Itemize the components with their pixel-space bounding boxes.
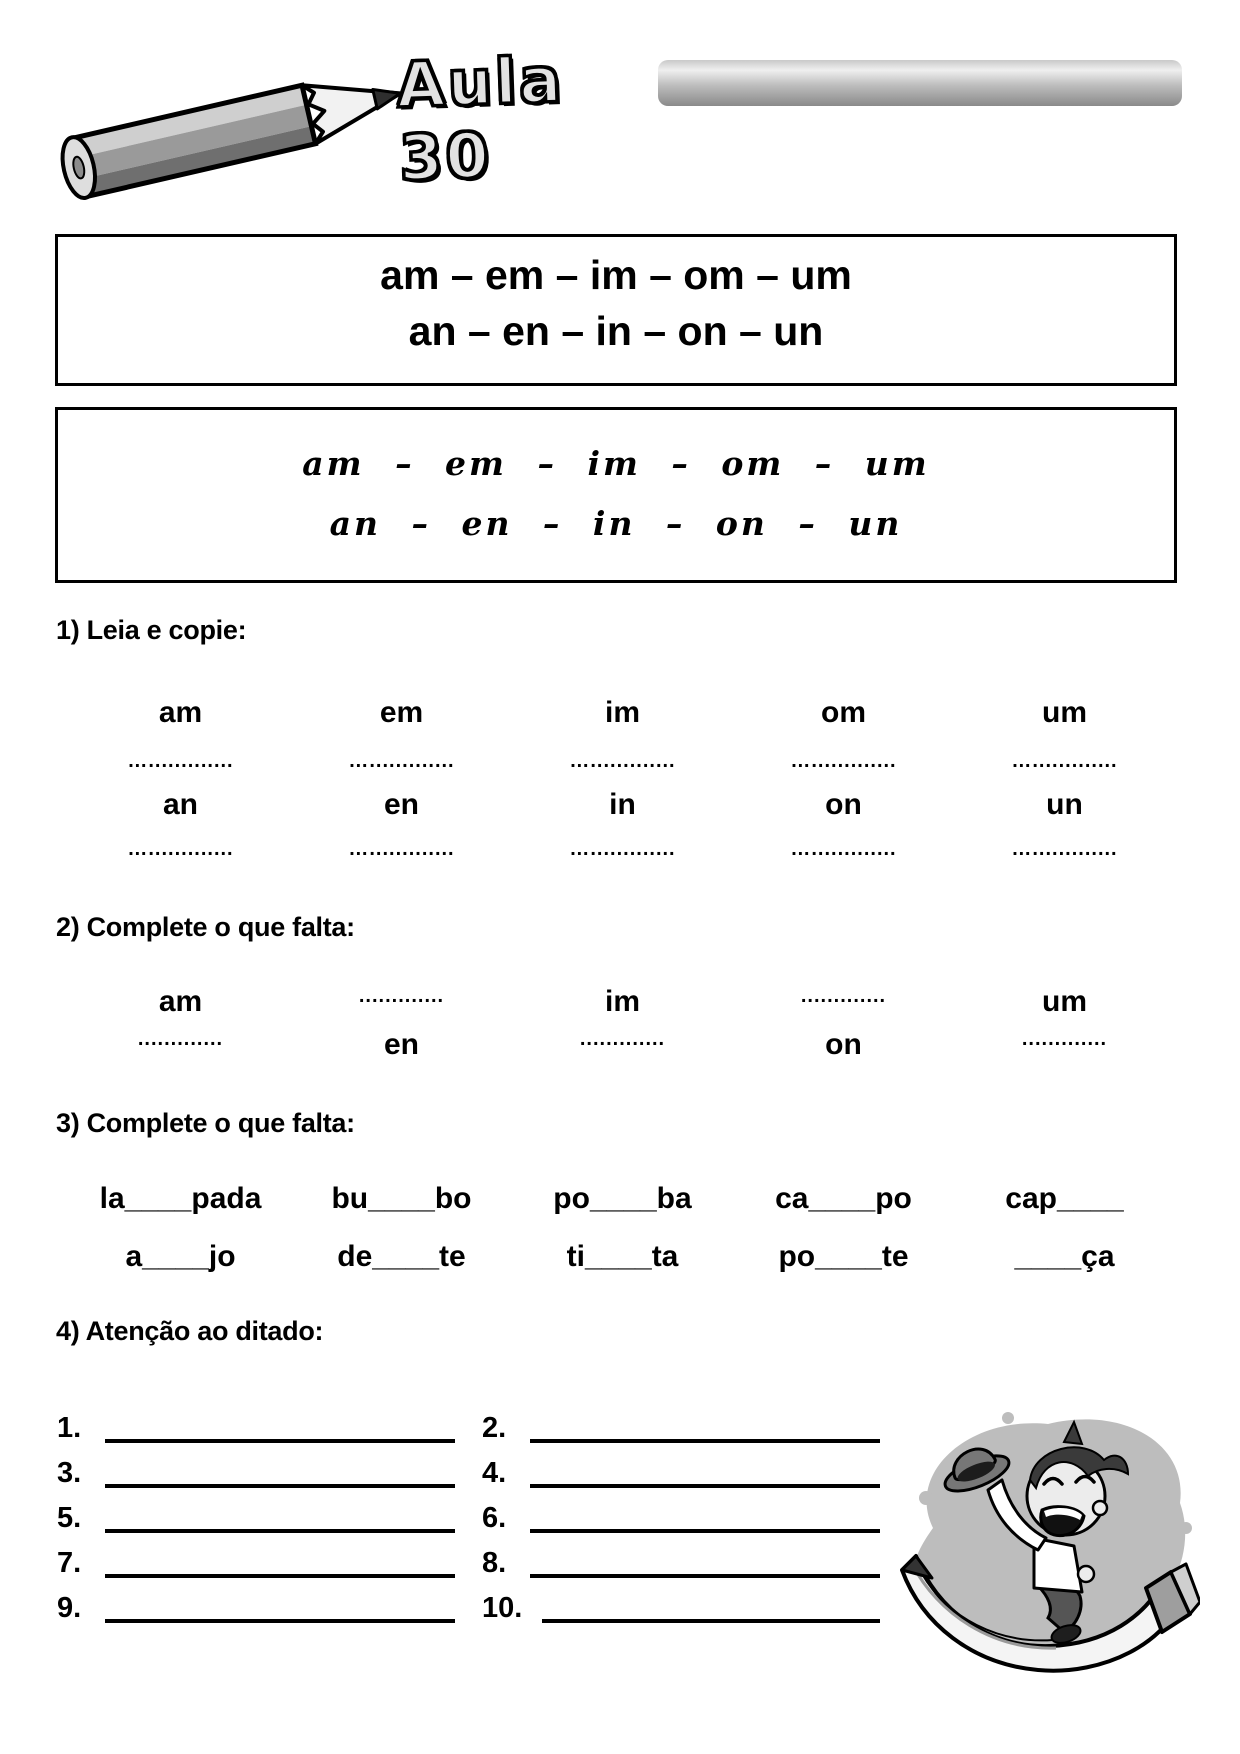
copy-blank: …............. xyxy=(569,750,676,772)
syllable: im xyxy=(604,985,640,1018)
syllable: in xyxy=(609,788,636,821)
dictation-write-line xyxy=(105,1450,455,1488)
section1-syllable-row-2 xyxy=(70,788,1175,822)
section1-syllable-row-1 xyxy=(70,696,1175,730)
dictation-row xyxy=(57,1488,455,1533)
copy-blank: …............. xyxy=(1011,838,1118,860)
dictation-number: 10. xyxy=(482,1592,523,1624)
copy-blank: …............. xyxy=(790,750,897,772)
copy-blank: …............. xyxy=(127,838,234,860)
dictation-row xyxy=(482,1443,880,1488)
syllable: om xyxy=(821,696,866,729)
word-with-blank: cap____ xyxy=(1005,1182,1124,1215)
cursive-line-2: an – en – in – on – un xyxy=(329,504,903,543)
section1-copy-row-1 xyxy=(70,750,1175,773)
word-with-blank: bu____bo xyxy=(331,1182,472,1215)
section1-copy-row-2 xyxy=(70,838,1175,861)
dictation-write-line xyxy=(105,1495,455,1533)
dictation-number: 4. xyxy=(482,1457,507,1489)
syllable: im xyxy=(604,696,640,729)
syllable: on xyxy=(825,1028,862,1061)
dictation-number: 1. xyxy=(57,1412,82,1444)
dictation-write-line xyxy=(542,1585,880,1623)
title-box xyxy=(55,234,1177,386)
section1-heading: 1) Leia e copie: xyxy=(56,615,247,645)
word-with-blank: de____te xyxy=(337,1240,466,1273)
syllable: um xyxy=(1042,985,1087,1018)
dictation-write-line xyxy=(105,1405,455,1443)
syllable: en xyxy=(383,1028,419,1061)
section2-heading: 2) Complete o que falta: xyxy=(56,912,355,942)
dictation-row xyxy=(482,1578,880,1623)
syllable: um xyxy=(1042,696,1087,729)
dictation-row xyxy=(57,1398,455,1443)
lesson-title: Aula 30 xyxy=(395,42,566,195)
dictation-number: 7. xyxy=(57,1547,82,1579)
fill-blank: ............. xyxy=(579,1028,666,1050)
syllable: am xyxy=(158,696,203,729)
section3-row-1 xyxy=(70,1182,1175,1216)
word-with-blank: la____pada xyxy=(99,1182,262,1215)
copy-blank: …............. xyxy=(569,838,676,860)
syllable: am xyxy=(158,985,203,1018)
section4-heading: 4) Atenção ao ditado: xyxy=(56,1316,324,1346)
word-with-blank: ti____ta xyxy=(566,1240,679,1273)
section2-row-2 xyxy=(70,1028,1175,1062)
dictation-write-line xyxy=(105,1585,455,1623)
dictation-number: 9. xyxy=(57,1592,82,1624)
word-with-blank: po____te xyxy=(778,1240,909,1273)
dictation-write-line xyxy=(530,1540,880,1578)
copy-blank: …............. xyxy=(127,750,234,772)
copy-blank: …............. xyxy=(1011,750,1118,772)
fill-blank: ............. xyxy=(137,1028,224,1050)
fill-blank: ............. xyxy=(800,985,887,1007)
dictation-write-line xyxy=(530,1495,880,1533)
fill-blank: ............. xyxy=(1021,1028,1108,1050)
section3-heading: 3) Complete o que falta: xyxy=(56,1108,355,1138)
copy-blank: …............. xyxy=(790,838,897,860)
dictation-column-left xyxy=(57,1398,455,1623)
syllable: on xyxy=(825,788,862,821)
dictation-row xyxy=(482,1488,880,1533)
word-with-blank: a____jo xyxy=(125,1240,236,1273)
copy-blank: …............. xyxy=(348,838,455,860)
dictation-number: 3. xyxy=(57,1457,82,1489)
cursive-box xyxy=(55,407,1177,583)
syllable: en xyxy=(383,788,419,821)
copy-blank: …............. xyxy=(348,750,455,772)
syllable: em xyxy=(379,696,424,729)
dictation-row xyxy=(57,1578,455,1623)
cursive-line-1: am – em – im – om – um xyxy=(302,444,930,483)
boy-riding-pencil-illustration xyxy=(888,1378,1200,1700)
dictation-row xyxy=(57,1443,455,1488)
dictation-row xyxy=(482,1398,880,1443)
dictation-row xyxy=(482,1533,880,1578)
dictation-number: 5. xyxy=(57,1502,82,1534)
dictation-number: 2. xyxy=(482,1412,507,1444)
section2-row-1 xyxy=(70,985,1175,1019)
title-line-1: am – em – im – om – um xyxy=(380,252,852,298)
syllable: an xyxy=(162,788,198,821)
word-with-blank: ____ça xyxy=(1014,1240,1115,1273)
dictation-number: 6. xyxy=(482,1502,507,1534)
dictation-column-right xyxy=(482,1398,880,1623)
section3-row-2 xyxy=(70,1240,1175,1274)
dictation-write-line xyxy=(530,1450,880,1488)
syllable: un xyxy=(1046,788,1083,821)
lesson-banner-bar xyxy=(658,60,1182,106)
dictation-write-line xyxy=(105,1540,455,1578)
dictation-write-line xyxy=(530,1405,880,1443)
fill-blank: ............. xyxy=(358,985,445,1007)
dictation-row xyxy=(57,1533,455,1578)
pencil-icon xyxy=(44,44,424,209)
title-line-2: an – en – in – on – un xyxy=(408,308,824,354)
dictation-number: 8. xyxy=(482,1547,507,1579)
word-with-blank: ca____po xyxy=(775,1182,912,1215)
word-with-blank: po____ba xyxy=(553,1182,692,1215)
